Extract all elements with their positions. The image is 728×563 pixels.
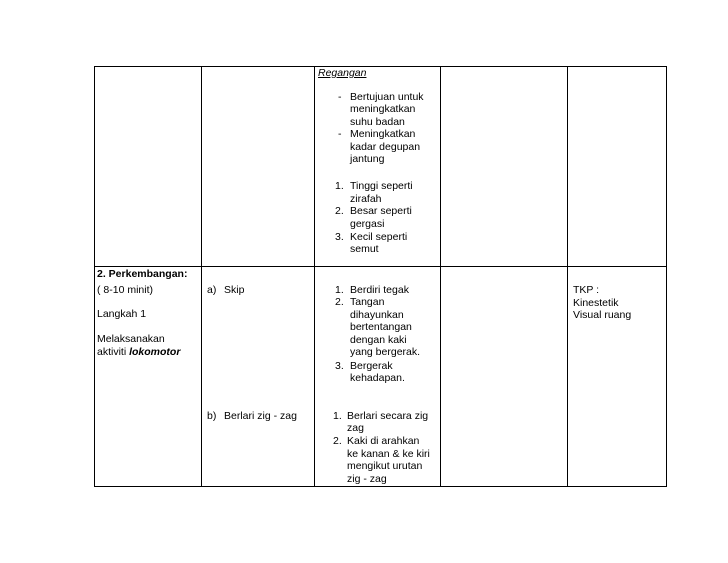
bullet1-line2: meningkatkan: [350, 103, 416, 115]
zigzag-item2-num: 2.: [333, 435, 342, 447]
activity-prefix: aktiviti: [97, 346, 130, 358]
skip-item2-line5: yang bergerak.: [350, 346, 421, 358]
r1-item1-line2: zirafah: [350, 193, 382, 205]
skip-item3-line1: Bergerak: [350, 360, 393, 372]
zigzag-item2-line4: zig - zag: [347, 473, 387, 485]
skip-item2-num: 2.: [335, 296, 344, 308]
r1-item1-num: 1.: [335, 180, 344, 192]
section-title: 2. Perkembangan:: [97, 268, 188, 280]
skip-item2-line4: dengan kaki: [350, 334, 407, 346]
step-label: Langkah 1: [97, 308, 147, 320]
bullet2-line1: Meningkatkan: [350, 128, 416, 140]
bullet1-line3: suhu badan: [350, 116, 405, 128]
row-divider: [94, 266, 667, 267]
activity-line2: [97, 346, 180, 359]
zigzag-item1-num: 1.: [333, 410, 342, 422]
zigzag-item2-line3: mengikut urutan: [347, 460, 423, 472]
bullet-marker-2: -: [338, 128, 342, 140]
tkp-line2: Kinestetik: [573, 297, 619, 309]
r1-item2-line2: gergasi: [350, 218, 385, 230]
bullet1-line1: Bertujuan untuk: [350, 91, 424, 103]
zigzag-item1-line1: Berlari secara zig: [347, 410, 429, 422]
table-border-left: [94, 66, 95, 487]
column-divider-4: [567, 66, 568, 487]
bullet2-line2: kadar degupan: [350, 141, 421, 153]
bullet2-line3: jantung: [350, 153, 385, 165]
r1-item1-line1: Tinggi seperti: [350, 180, 413, 192]
r1-item3-num: 3.: [335, 231, 344, 243]
column-divider-3: [440, 66, 441, 487]
r1-item3-line2: semut: [350, 243, 379, 255]
bullet-marker-1: -: [338, 91, 342, 103]
regangan-heading: Regangan: [318, 67, 367, 79]
skip-item2-line1: Tangan: [350, 296, 385, 308]
table-border-bottom: [94, 486, 667, 487]
skip-label: a): [207, 284, 217, 296]
activity-line1: Melaksanakan: [97, 333, 165, 345]
table-border-right: [666, 66, 667, 487]
duration: ( 8-10 minit): [97, 284, 154, 296]
skip-item1-line1: Berdiri tegak: [350, 284, 409, 296]
skip-item3-line2: kehadapan.: [350, 372, 405, 384]
zigzag-item1-line2: zag: [347, 422, 364, 434]
tkp-label: TKP :: [573, 284, 600, 296]
table-border-top: [94, 66, 667, 67]
column-divider-1: [201, 66, 202, 487]
r1-item2-num: 2.: [335, 205, 344, 217]
skip-item2-line2: dihayunkan: [350, 309, 404, 321]
zigzag-label: b): [207, 410, 217, 422]
r1-item3-line1: Kecil seperti: [350, 231, 408, 243]
zigzag-text: Berlari zig - zag: [224, 410, 297, 422]
skip-item2-line3: bertentangan: [350, 321, 412, 333]
skip-item3-num: 3.: [335, 360, 344, 372]
column-divider-2: [314, 66, 315, 487]
skip-text: Skip: [224, 284, 245, 296]
zigzag-item2-line2: ke kanan & ke kiri: [347, 448, 430, 460]
zigzag-item2-line1: Kaki di arahkan: [347, 435, 420, 447]
tkp-line3: Visual ruang: [573, 309, 632, 321]
skip-item1-num: 1.: [335, 284, 344, 296]
r1-item2-line1: Besar seperti: [350, 205, 412, 217]
activity-bold: lokomotor: [129, 346, 181, 358]
